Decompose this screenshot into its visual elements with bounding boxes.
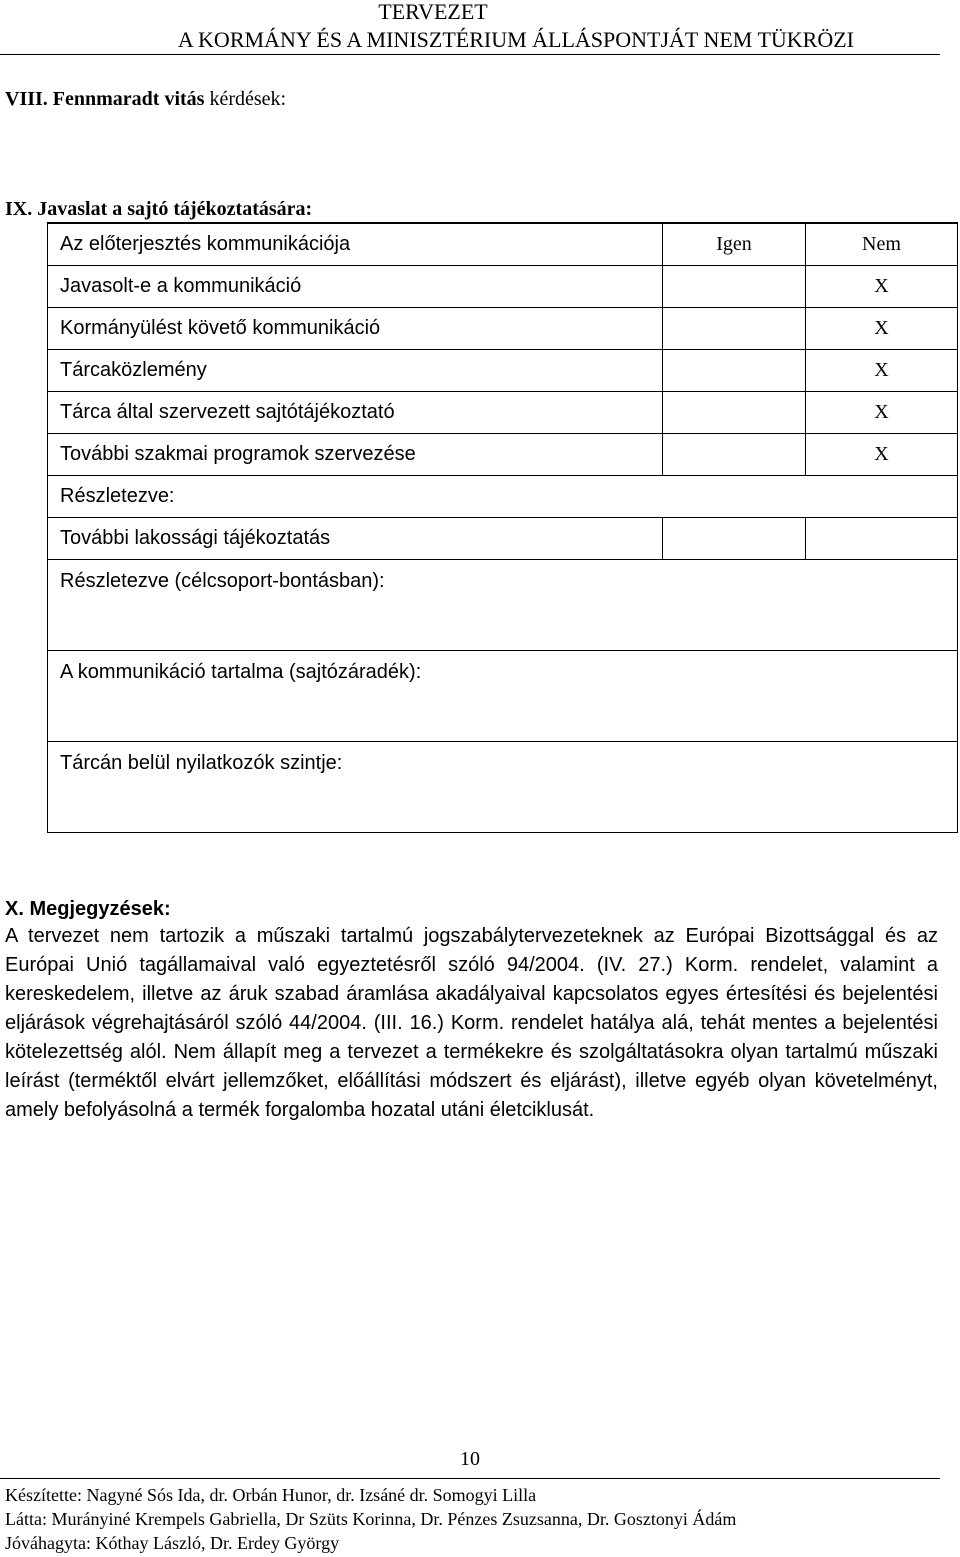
- header-yes: Igen: [663, 223, 806, 266]
- row-yes: [663, 518, 806, 560]
- table-row: [48, 392, 958, 434]
- table-header-row: [48, 223, 958, 266]
- row-yes: [663, 392, 806, 434]
- table-row: [48, 518, 958, 560]
- section-8-heading: [5, 88, 286, 111]
- row-no: X: [806, 434, 958, 476]
- notes-paragraph: A tervezet nem tartozik a műszaki tartalmú jogszabálytervezeteknek az Európai Bizottsággal és az Európai Unió tagállamaival való egyeztetésről szóló 94/2004. (IV. 27.) Korm. rendelet, valamint a kereskedelem, illetve az áruk szabad áramlása akadályaival kapcsolatos egyes értesítési és bejelentési eljárások végrehajtásáról szóló 44/2004. (III. 16.) Korm. rendelet hatálya alá, tehát mentes a bejelentési kötelezettség alól. Nem állapít meg a tervezet a termékekre és szolgáltatásokra olyan tartalmú műszaki leírást (terméktől elvárt jellemzőket, előállítási módszert és eljárást), illetve egyéb olyan követelményt, amely befolyásolná a termék forgalomba hozatal utáni életciklusát.: [5, 925, 938, 1121]
- row-no: [806, 518, 958, 560]
- table-row: [48, 266, 958, 308]
- table-row: [48, 742, 958, 833]
- row-spokespersons: Tárcán belül nyilatkozók szintje:: [48, 742, 958, 833]
- footer-prepared: Készítette: Nagyné Sós Ida, dr. Orbán Hunor, dr. Izsáné dr. Somogyi Lilla: [5, 1485, 537, 1505]
- header-label: Az előterjesztés kommunikációja: [48, 223, 663, 266]
- section-8-title-rest: kérdések:: [209, 88, 287, 110]
- row-label: Tárca által szervezett sajtótájékoztató: [48, 392, 663, 434]
- row-no: X: [806, 350, 958, 392]
- table-row: [48, 560, 958, 651]
- row-label: Kormányülést követő kommunikáció: [48, 308, 663, 350]
- header-divider: [0, 54, 940, 55]
- table-row: [48, 308, 958, 350]
- section-8-title: VIII. Fennmaradt vitás: [5, 88, 205, 110]
- row-label: Tárcaközlemény: [48, 350, 663, 392]
- footer-approved: Jóváhagyta: Kóthay László, Dr. Erdey György: [5, 1533, 340, 1553]
- row-no: X: [806, 392, 958, 434]
- row-yes: [663, 266, 806, 308]
- communication-table: [47, 222, 958, 833]
- table-row: [48, 434, 958, 476]
- row-yes: [663, 434, 806, 476]
- table-row: [48, 350, 958, 392]
- footer-seen: Látta: Murányiné Krempels Gabriella, Dr Szüts Korinna, Dr. Pénzes Zsuzsanna, Dr. Gosztonyi Ádám: [5, 1509, 737, 1529]
- row-label: Javasolt-e a kommunikáció: [48, 266, 663, 308]
- row-label: További szakmai programok szervezése: [48, 434, 663, 476]
- header-draft-label: TERVEZET: [378, 0, 488, 24]
- row-no: X: [806, 308, 958, 350]
- table-row: [48, 476, 958, 518]
- row-content: A kommunikáció tartalma (sajtózáradék):: [48, 651, 958, 742]
- row-details: Részletezve:: [48, 476, 958, 518]
- section-10-heading: X. Megjegyzések:: [5, 898, 171, 920]
- table-row: [48, 651, 958, 742]
- section-9-heading: IX. Javaslat a sajtó tájékoztatására:: [5, 198, 313, 220]
- row-yes: [663, 308, 806, 350]
- header-disclaimer: A KORMÁNY ÉS A MINISZTÉRIUM ÁLLÁSPONTJÁT NEM TÜKRÖZI: [177, 27, 854, 52]
- row-label: További lakossági tájékoztatás: [48, 518, 663, 560]
- header-no: Nem: [806, 223, 958, 266]
- footer-divider: [0, 1478, 940, 1479]
- row-target-groups: Részletezve (célcsoport-bontásban):: [48, 560, 958, 651]
- row-no: X: [806, 266, 958, 308]
- row-yes: [663, 350, 806, 392]
- page-number: 10: [460, 1448, 480, 1470]
